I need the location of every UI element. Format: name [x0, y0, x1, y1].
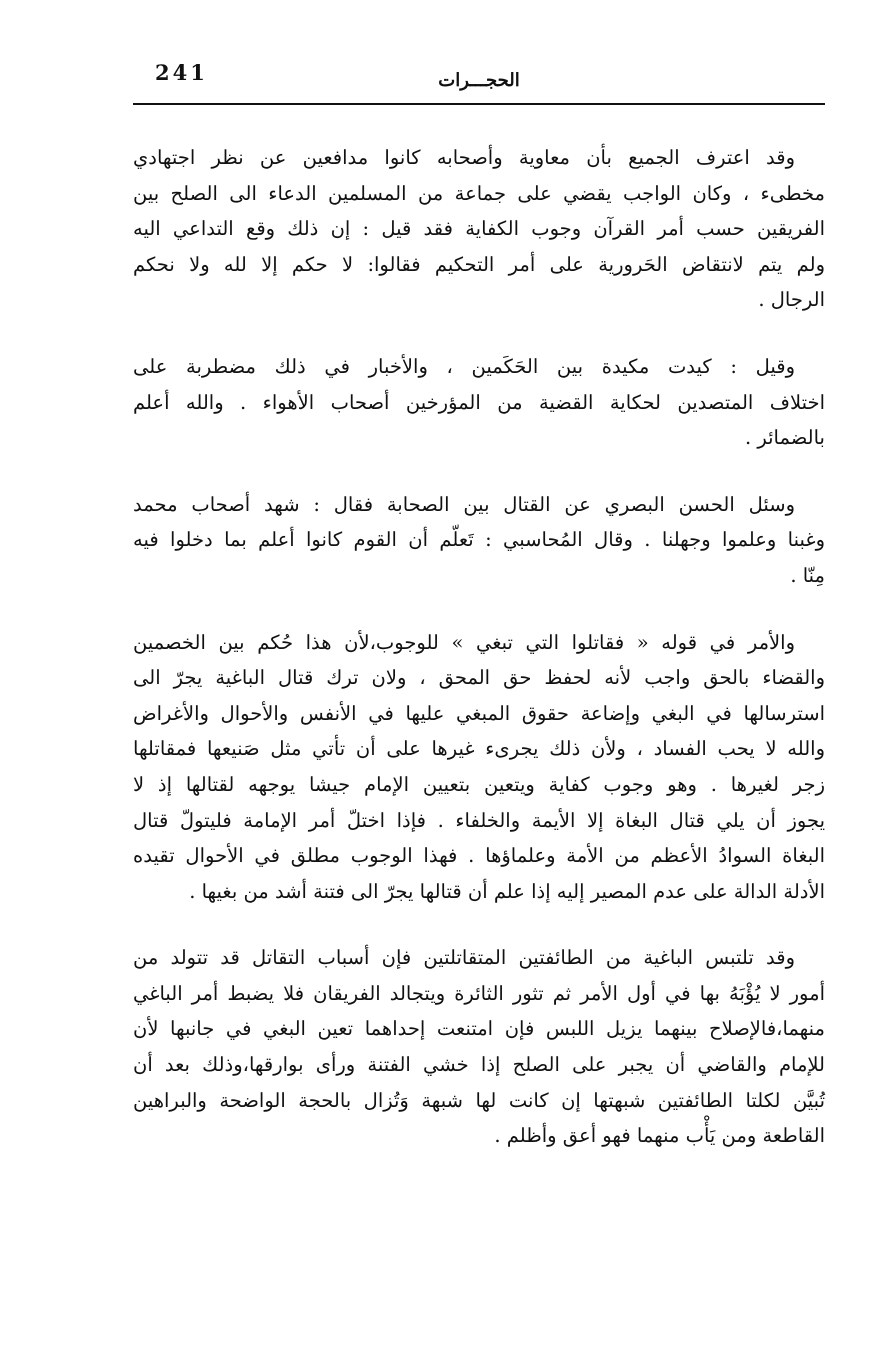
text-line: مِنّا . — [790, 563, 825, 587]
text-line: للإمام والقاضي أن يجبر على الصلح إذا خشي الفتنة ورأى بوارقها،وذلك بعد أن — [133, 1053, 825, 1077]
text-line: والقضاء بالحق واجب لأنه لحفظ حق المحق ، ولان ترك قتال الباغية يجرّ الى — [133, 666, 825, 690]
text-line: استرسالها في البغي وإضاعة حقوق المبغي عليها في الأنفس والأحوال والأغراض — [133, 701, 825, 725]
text-line: بالضمائر . — [744, 426, 825, 450]
paragraph — [133, 625, 825, 910]
text-line: والله لا يحب الفساد ، ولأن ذلك يجرىء غيرها على أن تأتي مثل صَنيعها فمقاتلها — [133, 737, 825, 761]
text-line: يجوز أن يلي قتال البغاة إلا الأيمة والخلفاء . فإذا اختلّ أمر الإمامة فليتولّ قتال — [133, 808, 825, 832]
text-line: وغبنا وعلموا وجهلنا . وقال المُحاسبي : تَعلّم أن القوم كانوا أعلم بما دخلوا فيه — [133, 528, 825, 552]
text-line: تُبيَّن لكلتا الطائفتين شبهتها إن كانت لها شبهة وَتُزال بالحجة الواضحة والبراهين — [133, 1088, 825, 1112]
text-line: منهما،فالإصلاح بينهما يزيل اللبس فإن امتنعت إحداهما تعين البغي في جانبها لأن — [133, 1017, 825, 1041]
text-line: وسئل الحسن البصري عن القتال بين الصحابة فقال : شهد أصحاب محمد — [133, 492, 795, 516]
running-title: الحجـــرات — [438, 70, 520, 91]
text-line: مخطىء ، وكان الواجب يقضي على جماعة من المسلمين الدعاء الى الصلح بين — [133, 181, 825, 205]
text-line: البغاة السوادُ الأعظم من الأمة وعلماؤها . فهذا الوجوب مطلق في الأحوال تقيده — [133, 844, 825, 868]
paragraph — [133, 940, 825, 1154]
page-body — [133, 140, 825, 1154]
text-line: الفريقين حسب أمر القرآن وجوب الكفاية فقد قيل : إن ذلك وقع التداعي اليه — [133, 217, 825, 241]
text-line: وقد تلتبس الباغية من الطائفتين المتقاتلتين فإن أسباب التقاتل قد تتولد من — [133, 946, 795, 970]
page-header — [133, 58, 825, 106]
paragraph — [133, 349, 825, 456]
header-rule — [133, 103, 825, 105]
text-line: القاطعة ومن يَأْب منهما فهو أعق وأظلم . — [494, 1124, 825, 1148]
text-line: اختلاف المتصدين لحكاية القضية من المؤرخين أصحاب الأهواء . والله أعلم — [133, 390, 825, 414]
text-line: وقيل : كيدت مكيدة بين الحَكَمين ، والأخبار في ذلك مضطربة على — [133, 354, 795, 378]
text-line: ولم يتم لانتقاض الحَرورية على أمر التحكيم فقالوا: لا حكم إلا لله ولا نحكم — [133, 252, 825, 276]
page-number: 241 — [155, 60, 208, 85]
text-line: الرجال . — [758, 288, 825, 312]
paragraph — [133, 140, 825, 318]
text-line: زجر لغيرها . وهو وجوب كفاية ويتعين بتعيين الإمام جيشا يوجهه لقتالها إذ لا — [133, 772, 825, 796]
text-line: والأمر في قوله « فقاتلوا التي تبغي » للوجوب،لأن هذا حُكم بين الخصمين — [133, 630, 795, 654]
text-line: الأدلة الدالة على عدم المصير إليه إذا علم أن قتالها يجرّ الى فتنة أشد من بغيها . — [189, 879, 825, 903]
paragraph — [133, 487, 825, 594]
text-line: أمور لا يُؤْبَهُ بها في أول الأمر ثم تثور الثائرة ويتجالد الفريقان فلا يضبط أمر الباغي — [133, 981, 825, 1005]
text-line: وقد اعترف الجميع بأن معاوية وأصحابه كانوا مدافعين عن نظر اجتهادي — [133, 146, 795, 169]
